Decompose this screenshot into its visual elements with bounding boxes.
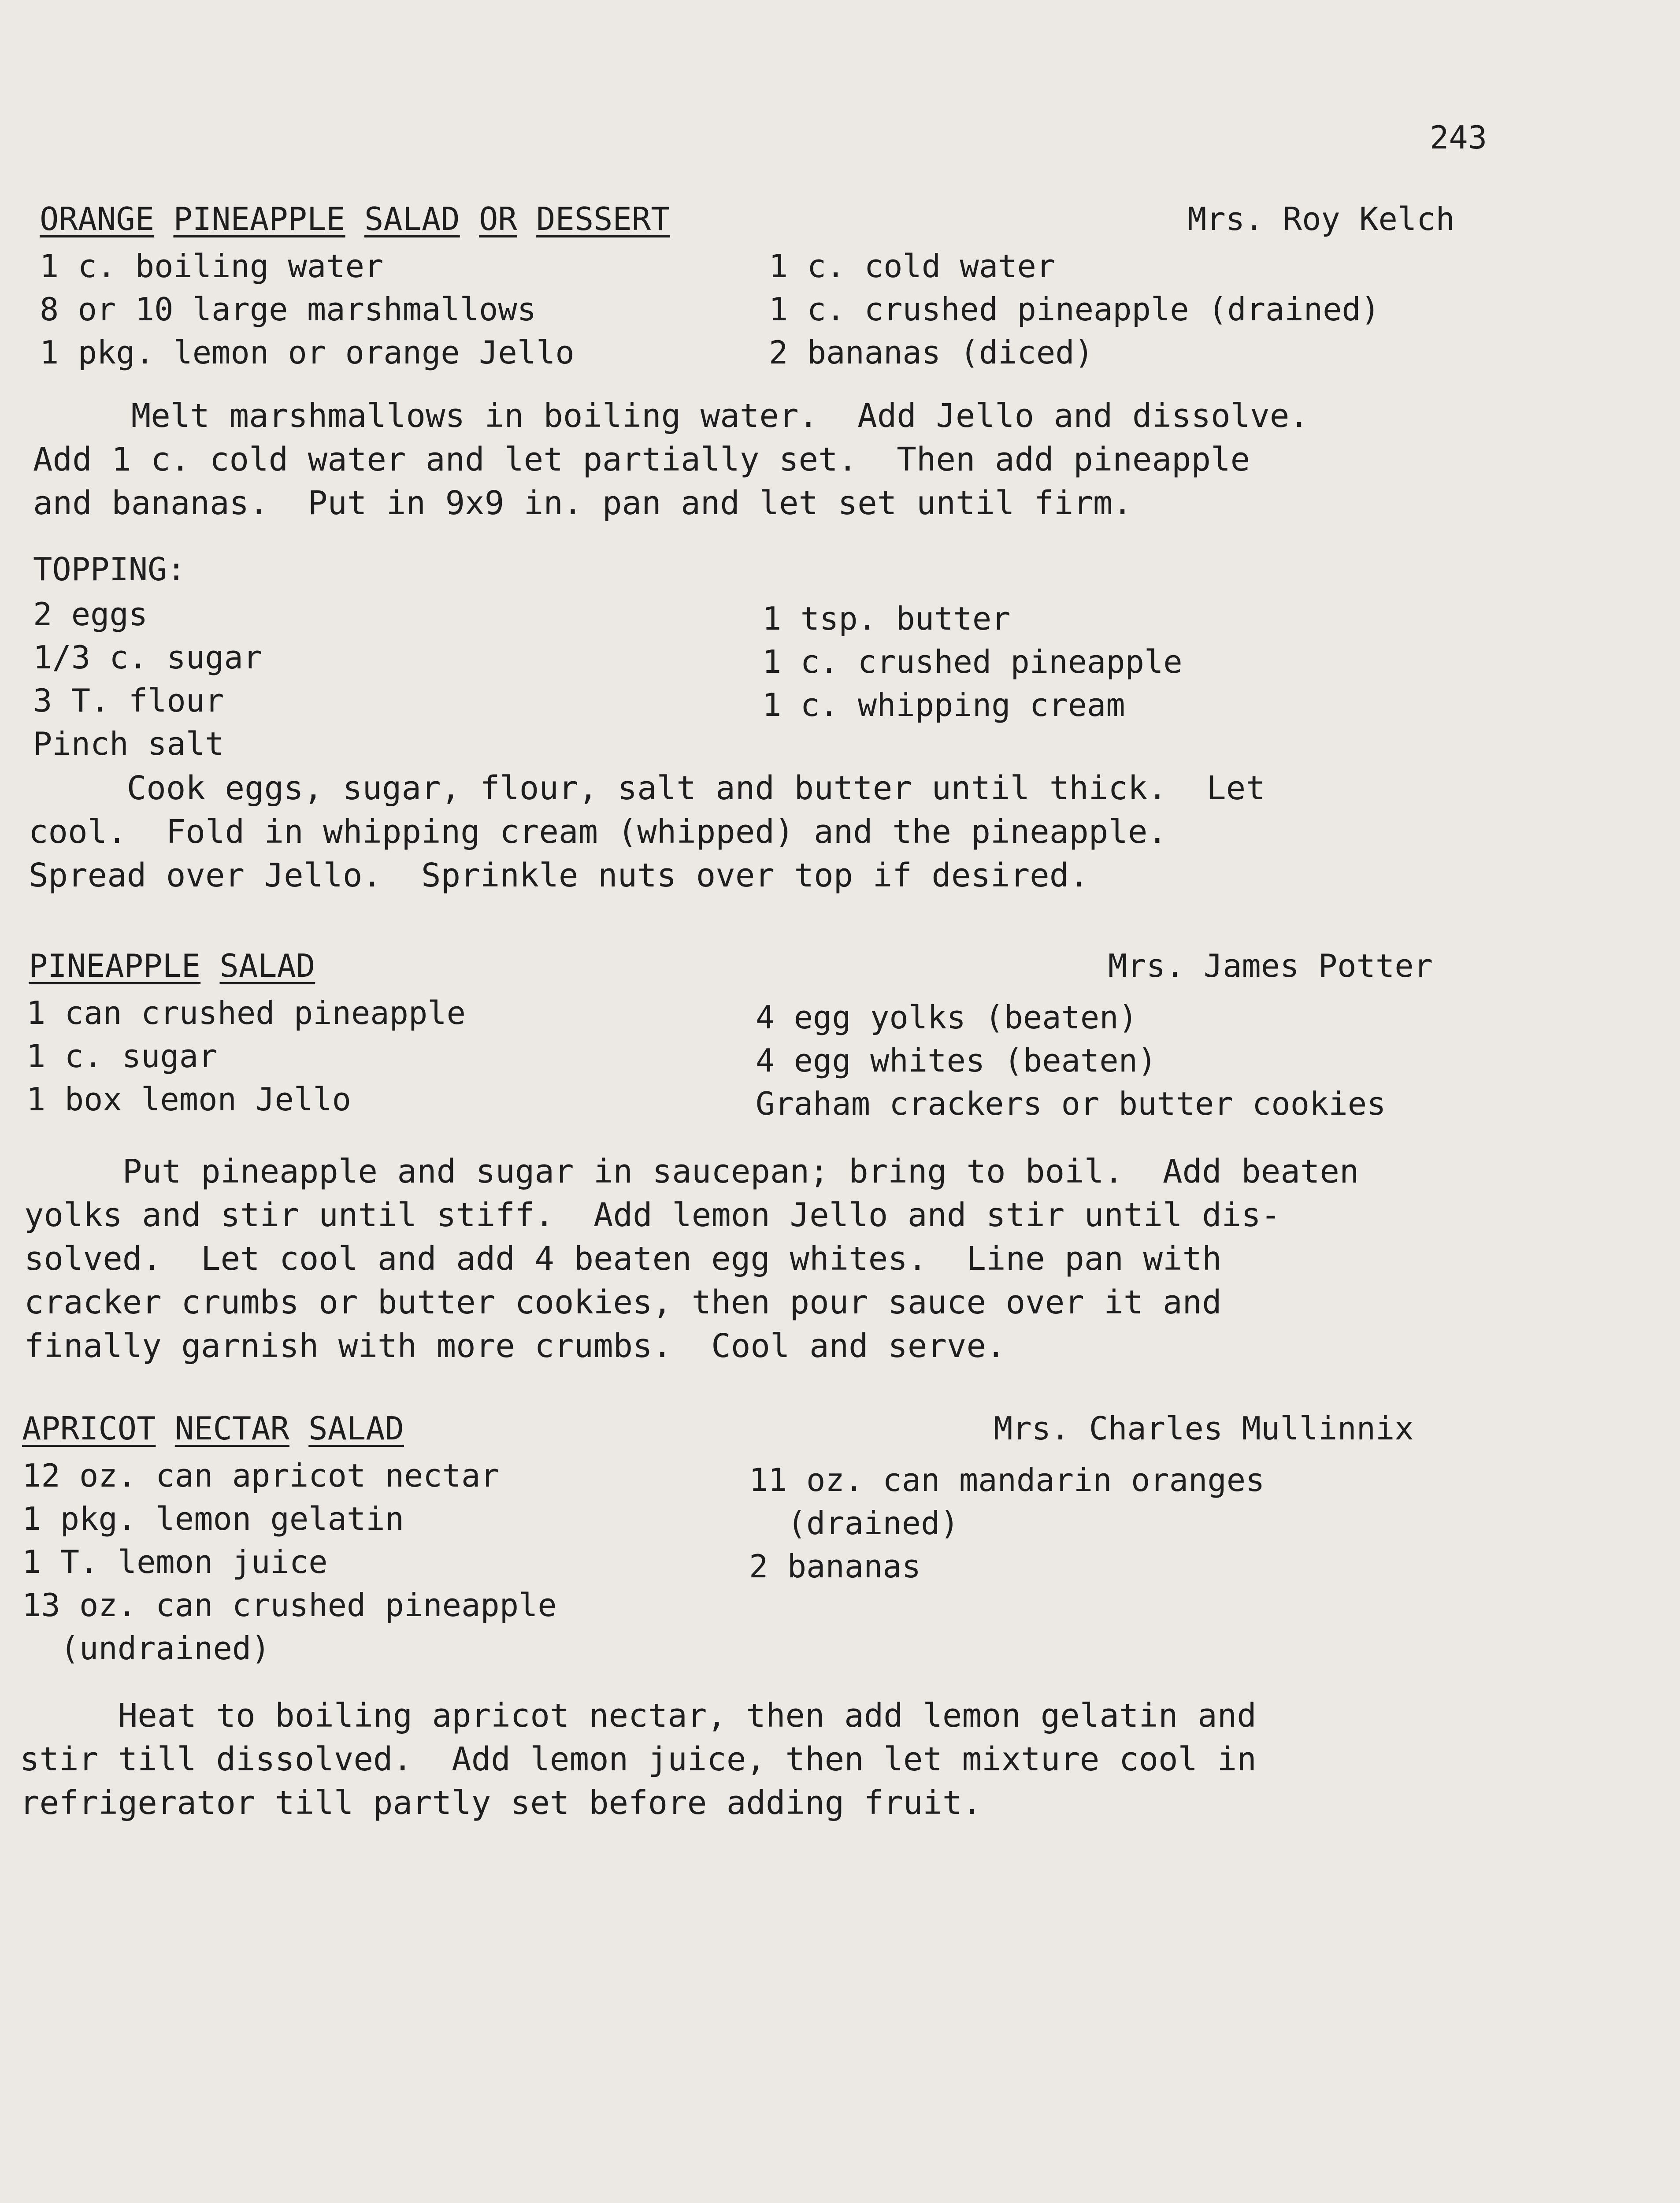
ingredient: 3 T. flour [33,682,224,719]
recipe-author: Mrs. Charles Mullinnix [994,1410,1414,1447]
ingredient: 4 egg yolks (beaten) [756,999,1138,1036]
ingredients-right [749,1458,1265,1588]
direction-line: cracker crumbs or butter cookies, then pour sauce over it and [24,1283,1222,1321]
direction-line: Add 1 c. cold water and let partially set. Then add pineapple [33,441,1250,478]
ingredient: 12 oz. can apricot nectar [22,1457,500,1494]
title-word: APRICOT [22,1410,156,1447]
topping-ingredients-left [33,593,262,765]
title-word: SALAD [308,1410,404,1447]
ingredient: 11 oz. can mandarin oranges [749,1461,1265,1498]
direction-line: Heat to boiling apricot nectar, then add lemon gelatin and [20,1697,1257,1735]
title-word: SALAD [219,947,315,984]
direction-line: Cook eggs, sugar, flour, salt and butter until thick. Let [29,769,1265,807]
recipe-title [40,200,670,237]
title-word: PINEAPPLE [173,200,345,237]
recipe-title [29,947,315,984]
title-word: PINEAPPLE [29,947,201,984]
recipe-directions [33,394,1309,525]
direction-line: cool. Fold in whipping cream (whipped) and the pineapple. [29,813,1168,851]
ingredient: 2 eggs [33,596,148,633]
direction-line: Put pineapple and sugar in saucepan; bring to boil. Add beaten [24,1153,1359,1191]
title-word: NECTAR [174,1410,289,1447]
title-word: OR [479,200,517,237]
ingredients-right [769,245,1380,374]
ingredient: (undrained) [22,1630,271,1667]
direction-line: solved. Let cool and add 4 beaten egg whites. Line pan with [24,1240,1222,1278]
ingredient: Pinch salt [33,725,224,762]
ingredient: 1 c. sugar [26,1038,218,1075]
ingredient: 1 c. boiling water [40,248,384,285]
ingredient: 1 can crushed pineapple [26,994,466,1031]
ingredient: 1 pkg. lemon or orange Jello [40,334,575,371]
direction-line: stir till dissolved. Add lemon juice, then let mixture cool in [20,1740,1257,1778]
ingredient: 1 pkg. lemon gelatin [22,1500,404,1537]
ingredient: 1 c. crushed pineapple [762,643,1183,680]
ingredient: 4 egg whites (beaten) [756,1042,1157,1079]
direction-line: Melt marshmallows in boiling water. Add Jello and dissolve. [33,397,1309,435]
topping-heading: TOPPING: [33,551,186,588]
recipe-pineapple-salad [0,947,1680,1365]
ingredient: 1 box lemon Jello [26,1081,351,1118]
recipe-directions [24,1150,1359,1368]
ingredient: 1 c. crushed pineapple (drained) [769,291,1380,328]
ingredient: 1 T. lemon juice [22,1543,328,1580]
ingredients-left [22,1454,557,1670]
direction-line: Spread over Jello. Sprinkle nuts over top if desired. [29,857,1089,894]
ingredient: 13 oz. can crushed pineapple [22,1587,557,1624]
direction-line: refrigerator till partly set before adding fruit. [20,1784,982,1822]
title-word: SALAD [364,200,460,237]
recipe-directions [20,1694,1257,1825]
ingredient: Graham crackers or butter cookies [756,1085,1386,1122]
ingredients-left [40,245,575,374]
title-word: DESSERT [536,200,670,237]
recipe-author: Mrs. James Potter [1108,947,1433,984]
ingredient: 1 tsp. butter [762,600,1011,637]
ingredient: (drained) [749,1505,959,1542]
ingredient: 2 bananas (diced) [769,334,1094,371]
recipe-title [22,1410,404,1447]
ingredients-right [756,996,1386,1125]
ingredient: 8 or 10 large marshmallows [40,291,537,328]
title-word: ORANGE [40,200,155,237]
topping-directions [29,767,1265,898]
topping-ingredients-right [762,597,1183,727]
recipe-orange-pineapple-salad [0,200,1680,894]
ingredients-left [26,991,466,1121]
direction-line: and bananas. Put in 9x9 in. pan and let set until firm. [33,484,1132,522]
direction-line: yolks and stir until stiff. Add lemon Jello and stir until dis- [24,1196,1281,1234]
recipe-apricot-nectar-salad [0,1410,1680,1822]
ingredient: 1 c. whipping cream [762,686,1125,723]
recipe-author: Mrs. Roy Kelch [1187,200,1455,237]
ingredient: 1 c. cold water [769,248,1056,285]
page-number: 243 [1430,119,1487,156]
ingredient: 1/3 c. sugar [33,639,263,676]
direction-line: finally garnish with more crumbs. Cool and serve. [24,1327,1006,1365]
ingredient: 2 bananas [749,1548,921,1585]
